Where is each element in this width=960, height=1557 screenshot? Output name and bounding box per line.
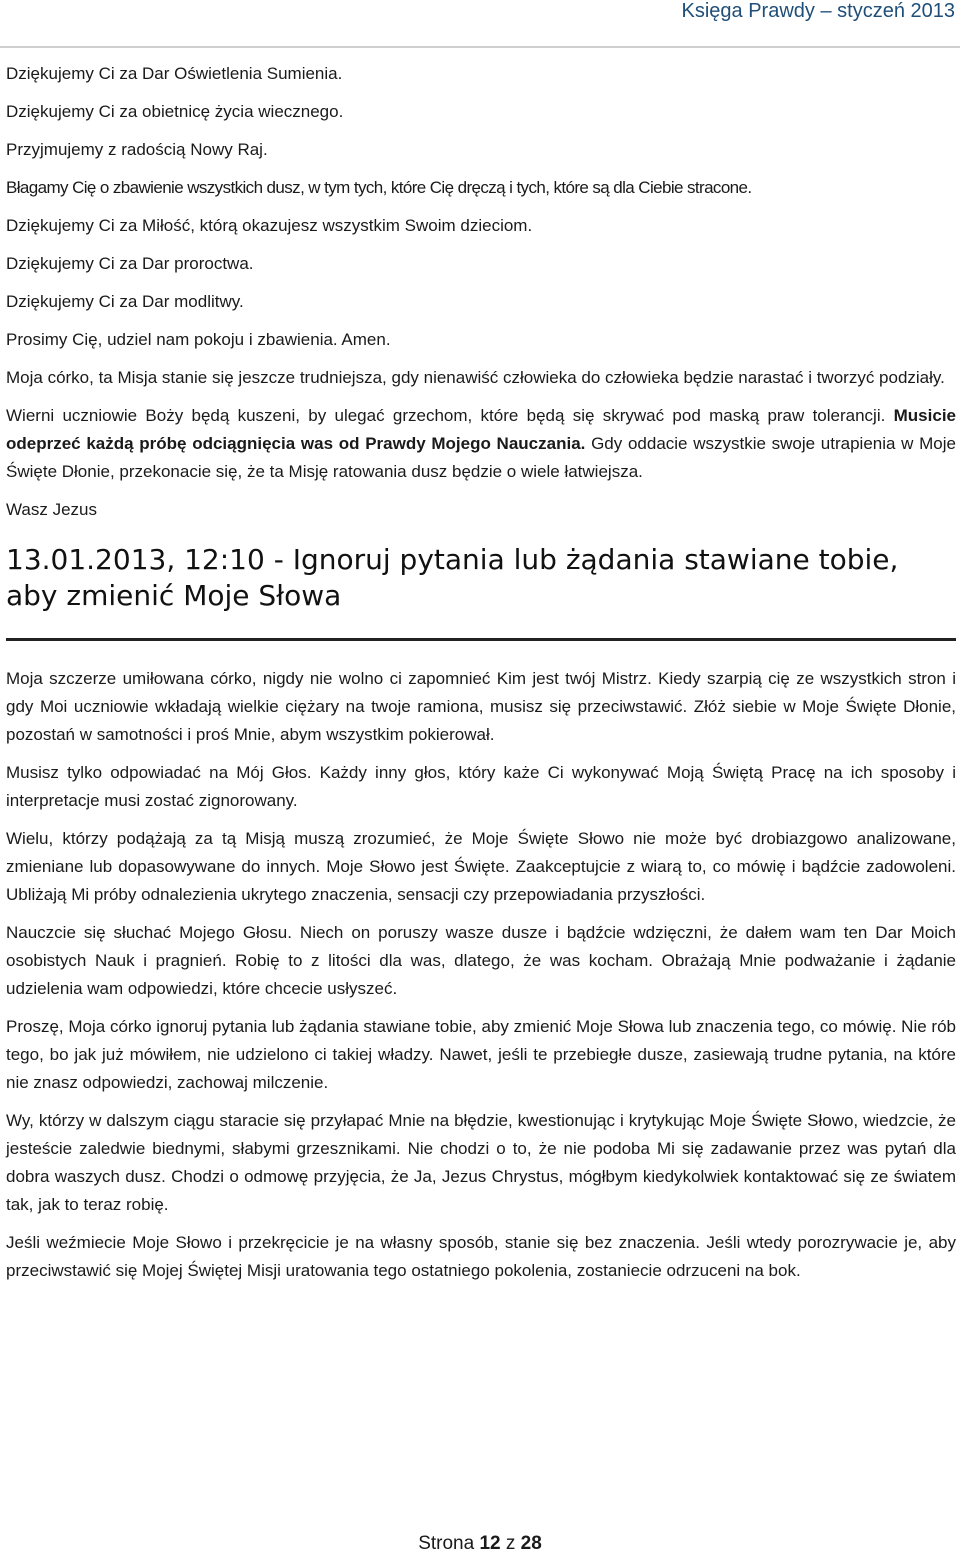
paragraph <box>6 402 956 486</box>
paragraph: Jeśli weźmiecie Moje Słowo i przekręcicie je na własny sposób, stanie się bez znaczenia. Jeśli wtedy porozrywacie je, aby przeciwstawić się Mojej Świętej Misji uratowania tego ostatniego pokolenia, zostaniecie odrzuceni na bok. <box>6 1233 956 1280</box>
running-header: Księga Prawdy – styczeń 2013 <box>681 0 955 22</box>
prayer-line: Dziękujemy Ci za Miłość, którą okazujesz wszystkim Swoim dzieciom. <box>6 216 533 235</box>
prayer-line: Dziękujemy Ci za Dar proroctwa. <box>6 254 254 273</box>
current-page: 12 <box>479 1533 501 1554</box>
total-pages: 28 <box>520 1533 542 1554</box>
prayer-line: Przyjmujemy z radością Nowy Raj. <box>6 140 268 159</box>
header-divider <box>0 46 960 48</box>
prayer-line: Dziękujemy Ci za obietnicę życia wiecznego. <box>6 102 344 121</box>
prayer-line: Dziękujemy Ci za Dar Oświetlenia Sumienia. <box>6 64 343 83</box>
message-heading: 13.01.2013, 12:10 - Ignoruj pytania lub żądania stawiane tobie, aby zmienić Moje Słowa <box>6 543 899 612</box>
paragraph: Moja córko, ta Misja stanie się jeszcze trudniejsza, gdy nienawiść człowieka do człowieka będzie narastać i tworzyć podziały. <box>6 368 945 387</box>
paragraph: Wy, którzy w dalszym ciągu staracie się przyłapać Mnie na błędzie, kwestionując i krytykując Moje Święte Słowo, wiedzcie, że jesteście zaledwie biednymi, słabymi grzesznikami. Nie chodzi o to, że nie podoba Mi się zadawanie przez was pytań dla dobra waszych dusz. Chodzi o odmowę przyjęcia, że Ja, Jezus Chrystus, mógłbym kiedykolwiek kontaktować się ze światem tak, jak to teraz robię. <box>6 1111 956 1214</box>
paragraph: Wielu, którzy podążają za tą Misją muszą zrozumieć, że Moje Święte Słowo nie może być drobiazgowo analizowane, zmieniane lub dopasowywane do innych. Moje Słowo jest Święte. Zaakceptujcie z wiarą to, co mówię i bądźcie zadowoleni. Ubliżają Mi próby odnalezienia ukrytego znaczenia, sensacji czy przepowiadania przyszłości. <box>6 829 956 904</box>
page-number-footer <box>0 1533 960 1555</box>
footer-middle: z <box>500 1533 521 1554</box>
signature: Wasz Jezus <box>6 500 98 519</box>
bold-emphasis: Musicie odeprzeć każdą próbę odciągnięcia was od Prawdy Mojego Nauczania. <box>6 406 956 453</box>
footer-prefix: Strona <box>418 1533 480 1554</box>
paragraph: Musisz tylko odpowiadać na Mój Głos. Każdy inny głos, który każe Ci wykonywać Moją Świętą Pracę na ich sposoby i interpretacje musi zostać zignorowany. <box>6 763 956 810</box>
prayer-line: Dziękujemy Ci za Dar modlitwy. <box>6 292 244 311</box>
paragraph: Proszę, Moja córko ignoruj pytania lub żądania stawiane tobie, aby zmienić Moje Słowa lub znaczenia tego, co mówię. Nie rób tego, bo jak już mówiłem, nie udzielono ci takiej władzy. Nawet, jeśli te przebiegłe dusze, zasiewają trudne pytania, na które nie znasz odpowiedzi, zachowaj milczenie. <box>6 1017 956 1092</box>
paragraph: Nauczcie się słuchać Mojego Głosu. Niech on poruszy wasze dusze i bądźcie wdzięczni, że dałem wam ten Dar Moich osobistych Nauk i pragnień. Robię to z litości dla was, dlatego, że was kocham. Obrażają Mnie podważanie i żądanie udzielenia wam odpowiedzi, które chcecie usłyszeć. <box>6 923 956 998</box>
prayer-line: Prosimy Cię, udziel nam pokoju i zbawienia. Amen. <box>6 330 391 349</box>
paragraph-text: Gdy oddacie wszystkie swoje utrapienia w Moje Święte Dłonie, przekonacie się, że ta Misję ratowania dusz będzie o wiele łatwiejsza. <box>6 434 956 481</box>
paragraph: Moja szczerze umiłowana córko, nigdy nie wolno ci zapomnieć Kim jest twój Mistrz. Kiedy szarpią cię ze wszystkich stron i gdy Moi uczniowie wkładają wielkie ciężary na twoje ramiona, musisz się przeciwstawić. Złóż siebie w Moje Święte Dłonie, pozostań w samotności i proś Mnie, abym wszystkim pokierował. <box>6 669 956 744</box>
heading-divider <box>6 638 956 641</box>
paragraph-text: Wierni uczniowie Boży będą kuszeni, by ulegać grzechom, które będą się skrywać pod maską praw tolerancji. <box>6 406 894 425</box>
page-content <box>6 60 956 1295</box>
prayer-line: Błagamy Cię o zbawienie wszystkich dusz, w tym tych, które Cię dręczą i tych, które są dla Ciebie stracone. <box>6 178 752 197</box>
